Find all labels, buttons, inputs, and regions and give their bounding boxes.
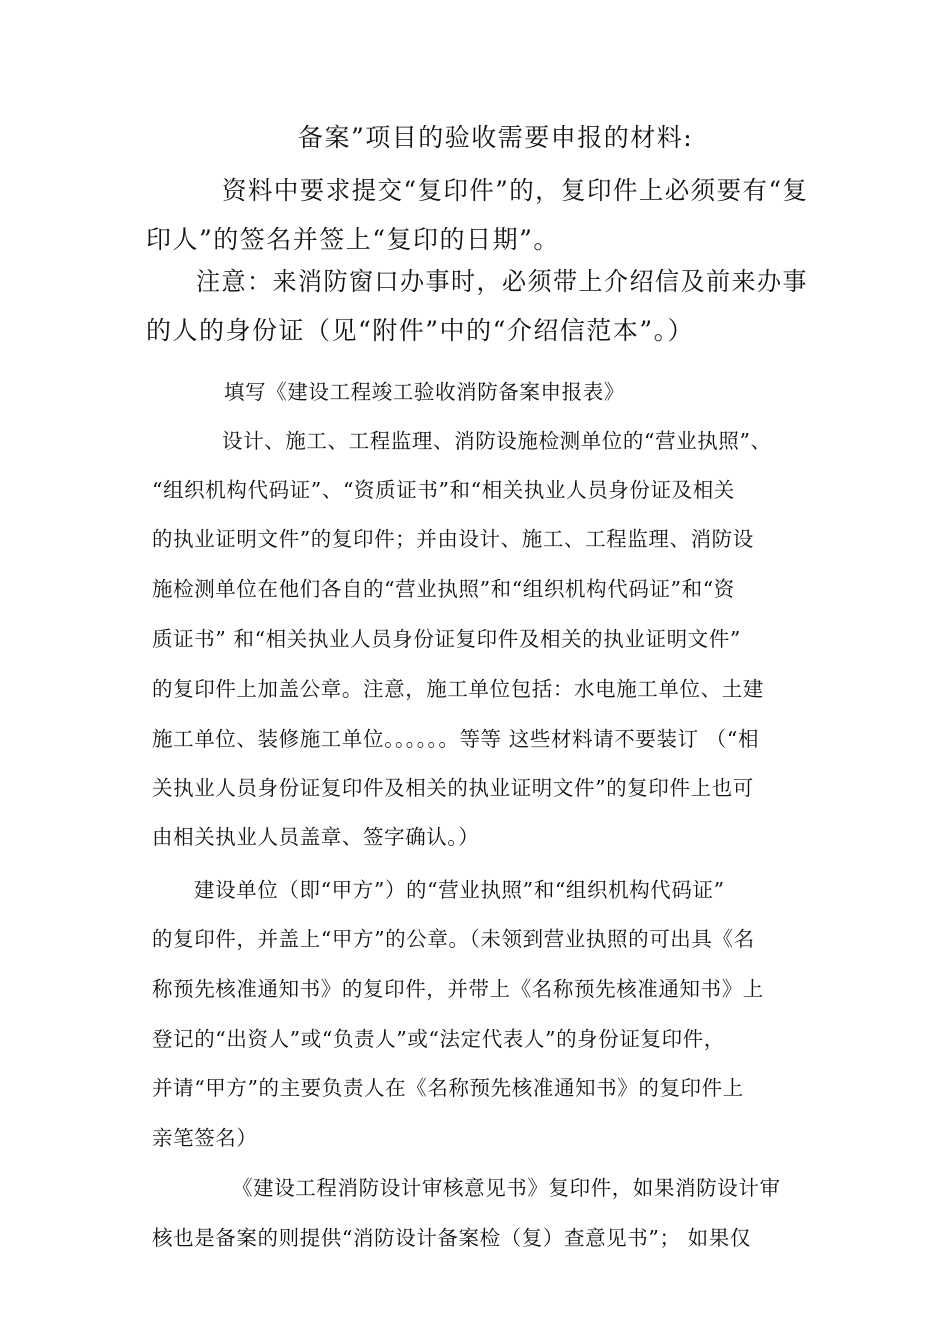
para-builder-line-5: 并请“甲方”的主要负责人在《名称预先核准通知书》的复印件上 (152, 1076, 744, 1100)
para-units-line-7: 施工单位、装修施工单位。。。。。。等等 这些材料请不要装订 （“相 (152, 727, 760, 751)
para-units-line-2: “组织机构代码证”、“资质证书”和“相关执业人员身份证及相关 (152, 478, 735, 502)
note-id-line-2: 的人的身份证（见“附件”中的“介绍信范本”。） (146, 316, 695, 345)
para-units-line-8: 关执业人员身份证复印件及相关的执业证明文件”的复印件上也可 (152, 776, 754, 800)
para-builder-line-3: 称预先核准通知书》的复印件，并带上《名称预先核准通知书》上 (152, 977, 764, 1001)
para-builder-line-2: 的复印件，并盖上“甲方”的公章。（未领到营业执照的可出具《名 (152, 927, 755, 951)
heading-line: 备案”项目的验收需要申报的材料: (298, 123, 694, 152)
para-builder-line-1: 建设单位（即“甲方”）的“营业执照”和“组织机构代码证” (194, 878, 725, 902)
para-units-line-4: 施检测单位在他们各自的“营业执照”和“组织机构代码证”和“资 (152, 577, 735, 601)
para-builder-line-4: 登记的“出资人”或“负责人”或“法定代表人”的身份证复印件， (152, 1027, 725, 1051)
note-copy-line-2: 印人”的签名并签上“复印的日期”。 (146, 225, 560, 254)
item-fill-form: 填写《建设工程竣工验收消防备案申报表》 (224, 380, 625, 404)
note-id-line-1: 注意：来消防窗口办事时，必须带上介绍信及前来办事 (196, 267, 809, 296)
note-copy-line-1: 资料中要求提交“复印件”的，复印件上必须要有“复 (222, 176, 809, 205)
para-design-review-line-1: 《建设工程消防设计审核意见书》复印件，如果消防设计审 (232, 1176, 781, 1200)
para-units-line-1: 设计、施工、工程监理、消防设施检测单位的“营业执照”、 (222, 429, 772, 453)
para-units-line-5: 质证书” 和“相关执业人员身份证复印件及相关的执业证明文件” (152, 627, 741, 651)
para-builder-line-6: 亲笔签名） (152, 1126, 258, 1150)
para-units-line-3: 的执业证明文件”的复印件；并由设计、施工、工程监理、消防设 (152, 527, 754, 551)
para-design-review-line-2: 核也是备案的则提供“消防设计备案检（复）查意见书”； 如果仅 (152, 1226, 751, 1250)
para-units-line-9: 由相关执业人员盖章、签字确认。） (152, 825, 480, 849)
para-units-line-6: 的复印件上加盖公章。注意，施工单位包括：水电施工单位、土建 (152, 677, 764, 701)
